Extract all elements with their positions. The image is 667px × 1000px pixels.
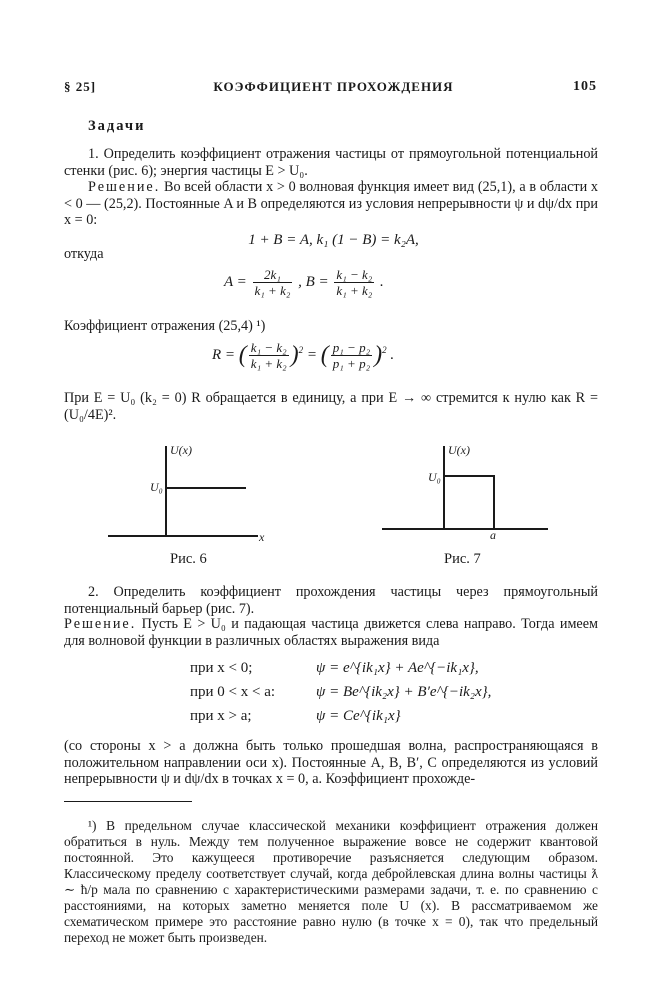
footnote: ¹) В предельном случае классической механики коэффициент отражения должен обратиться в нуль. Между тем полученное выражение вовсе не содержит квантовой постоянной. Это кажущееся противоречие разъясняется следующим образом. Классическому пределу соответствует случай, когда дебройлевская длина волны частицы ƛ ∼ ħ/p мала по сравнению с характеристическими размерами задачи, т. е. по сравнению с расстояниями, на которых заметно меняется поле U (x). В рассматриваемом же схематическом примере это расстояние равно нулю (в точке x = 0), так что предельный переход не может быть произведен. — [64, 818, 598, 945]
problem1-solution — [64, 179, 598, 229]
solution-label: Решение. — [88, 179, 161, 195]
fig7-barrier — [444, 476, 494, 529]
section-marker: § 25] — [64, 79, 97, 94]
section-heading: Задачи — [88, 118, 146, 134]
reflection-label: Коэффициент отражения (25,4) ¹) — [64, 318, 266, 334]
fig6-x-label: x — [259, 530, 265, 544]
footnote-rule — [64, 801, 192, 802]
case-expr-3: ψ = Ce^{ik₁x} — [316, 708, 401, 724]
case-expr-2: ψ = Be^{ik₂x} + B′e^{−ik₂x}, — [316, 684, 492, 700]
problem2-solution — [64, 616, 598, 649]
whence-label: откуда — [64, 246, 104, 262]
fig6-level-label: U₀ — [150, 480, 163, 494]
solution-text: Пусть E > U₀ и падающая частица движется слева направо. Тогда имеем для волновой функции в различных областях выражения вида — [64, 616, 598, 649]
equation-boundary: 1 + B = A, k₁ (1 − B) = k₂A, — [248, 232, 419, 248]
fig7-y-label: U(x) — [448, 443, 470, 457]
fig7-level-label: U₀ — [428, 470, 441, 484]
case-expr-1: ψ = e^{ik₁x} + Ae^{−ik₁x}, — [316, 660, 479, 676]
solution-label: Решение. — [64, 616, 137, 632]
problem1-conclusion: При E = U₀ (k₂ = 0) R обращается в единицу, а при E → ∞ стремится к нулю как R = (U₀/4E)². — [64, 390, 598, 423]
page-number: 105 — [573, 79, 597, 94]
problem2-after: (со стороны x > a должна быть только прошедшая волна, распространяющаяся в положительном направлении оси x). Постоянные A, B, B′, C определяются из условий непрерывности ψ и dψ/dx в точках x = 0, a. Коэффициент прохожде- — [64, 738, 598, 787]
running-title: КОЭФФИЦИЕНТ ПРОХОЖДЕНИЯ — [213, 79, 454, 94]
fig6-y-label: U(x) — [170, 443, 192, 457]
problem2-statement: 2. Определить коэффициент прохождения частицы через прямоугольный потенциальный барьер (рис. 7). — [64, 584, 598, 617]
case-row-2: при 0 < x < a: — [190, 684, 276, 700]
fig6-caption: Рис. 6 — [170, 551, 207, 567]
solution-text: Во всей области x > 0 волновая функция имеет вид (25,1), а в области x < 0 — (25,2). Постоянные A и B определяются из условия непрерывности ψ и dψ/dx при x = 0: — [64, 179, 598, 228]
problem1-statement: 1. Определить коэффициент отражения частицы от прямоугольной потенциальной стенки (рис. 6); энергия частицы E > U₀. — [64, 146, 598, 179]
case-row-1: при x < 0; — [190, 660, 253, 676]
equation-reflection: R = ( $\frac{\text{k₁ − k₂}}{\text{k₁ + k₂}}$ )$^2$ = ( $\frac{\text{p₁ − p₂}}{\text{p₁ + p₂}}$ )$^2$ . — [212, 340, 395, 371]
fig7-width-label: a — [490, 528, 496, 542]
case-row-3: при x > a; — [190, 708, 252, 724]
fig7-caption: Рис. 7 — [444, 551, 481, 567]
equation-amplitudes: A = $\frac{\text{2k₁}}{\text{k₁ + k₂}}$ , B = $\frac{\text{k₁ − k₂}}{\text{k₁ + k₂}}$ . — [224, 267, 384, 298]
